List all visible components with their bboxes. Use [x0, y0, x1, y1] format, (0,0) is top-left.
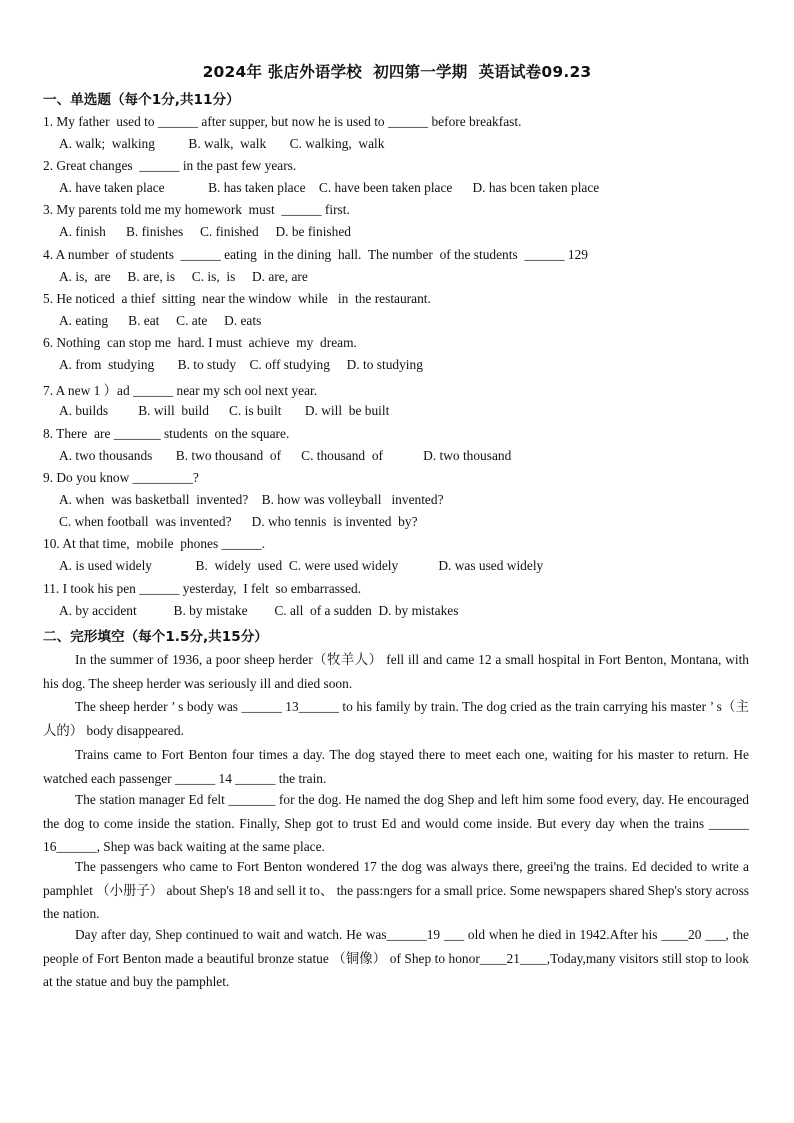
question-9: 9. Do you know _________?	[43, 470, 199, 485]
cloze-paragraph-2: The sheep herder ’ s body was ______ 13______ to his family by train. The dog cried as the train carrying his master ’ s（主人的） body disappeared.	[43, 699, 749, 738]
cloze-paragraph-4: The station manager Ed felt _______ for the dog. He named the dog Shep and left him some food every, day. He encouraged the dog to come inside the station. Finally, Shep got to trust Ed and would come inside. But every day when the trains ______ 16______, Shep was back waiting at the same place.	[43, 792, 749, 855]
cloze-paragraph-5: The passengers who came to Fort Benton wondered 17 the dog was always there, greei'ng the trains. Ed decided to write a pamphlet （小册子） about Shep's 18 and sell it to、 the pass:ngers for a small price. Some newspapers shared Shep's story across the nation.	[43, 859, 749, 922]
question-2-options: A. have taken place B. has taken place C. have been taken place D. has bcen taken place	[59, 180, 600, 195]
question-1: 1. My father used to ______ after supper, but now he is used to ______ before breakfast.	[43, 114, 522, 129]
question-7: 7. A new 1 ）ad ______ near my sch ool next year.	[43, 383, 318, 398]
question-3-options: A. finish B. finishes C. finished D. be finished	[59, 224, 351, 239]
question-5: 5. He noticed a thief sitting near the window while in the restaurant.	[43, 291, 431, 306]
cloze-paragraph-3: Trains came to Fort Benton four times a day. The dog stayed there to meet each one, waiting for his master to return. He watched each passenger ______ 14 ______ the train.	[43, 747, 749, 786]
question-2: 2. Great changes ______ in the past few years.	[43, 158, 297, 173]
question-9-options-line-2: C. when football was invented? D. who tennis is invented by?	[59, 514, 418, 529]
question-8-options: A. two thousands B. two thousand of C. thousand of D. two thousand	[59, 448, 512, 463]
question-4-options: A. is, are B. are, is C. is, is D. are, are	[59, 269, 308, 284]
cloze-paragraph-6: Day after day, Shep continued to wait and watch. He was______19 ___ old when he died in 1942.After his ____20 ___, the people of Fort Benton made a beautiful bronze statue （铜像） of Shep to honor____21____,Today,many visitors still stop to look at the statue and buy the pamphlet.	[43, 927, 749, 990]
section-heading-cloze: 二、完形填空（每个1.5分,共15分）	[43, 629, 268, 645]
question-9-options-line-1: A. when was basketball invented? B. how was volleyball invented?	[59, 492, 444, 507]
question-7-options: A. builds B. will build C. is built D. will be built	[59, 403, 390, 418]
exam-title: 2024年 张店外语学校 初四第一学期 英语试卷09.23	[202, 63, 592, 81]
question-3: 3. My parents told me my homework must ______ first.	[43, 202, 350, 217]
question-4: 4. A number of students ______ eating in the dining hall. The number of the students ______ 129	[43, 247, 588, 262]
section-heading-multiple-choice: 一、单选题（每个1分,共11分）	[43, 92, 240, 108]
question-10: 10. At that time, mobile phones ______.	[43, 536, 266, 551]
question-10-options: A. is used widely B. widely used C. were used widely D. was used widely	[59, 558, 544, 573]
question-1-options: A. walk; walking B. walk, walk C. walking, walk	[59, 136, 385, 151]
question-11: 11. I took his pen ______ yesterday, I felt so embarrassed.	[43, 581, 362, 596]
cloze-paragraph-1: In the summer of 1936, a poor sheep herder（牧羊人） fell ill and came 12 a small hospital in Fort Benton, Montana, with his dog. The sheep herder was seriously ill and died soon.	[43, 652, 749, 691]
question-6: 6. Nothing can stop me hard. I must achieve my dream.	[43, 335, 357, 350]
question-5-options: A. eating B. eat C. ate D. eats	[59, 313, 262, 328]
question-6-options: A. from studying B. to study C. off studying D. to studying	[59, 357, 423, 372]
question-8: 8. There are _______ students on the square.	[43, 426, 290, 441]
question-11-options: A. by accident B. by mistake C. all of a sudden D. by mistakes	[59, 603, 459, 618]
